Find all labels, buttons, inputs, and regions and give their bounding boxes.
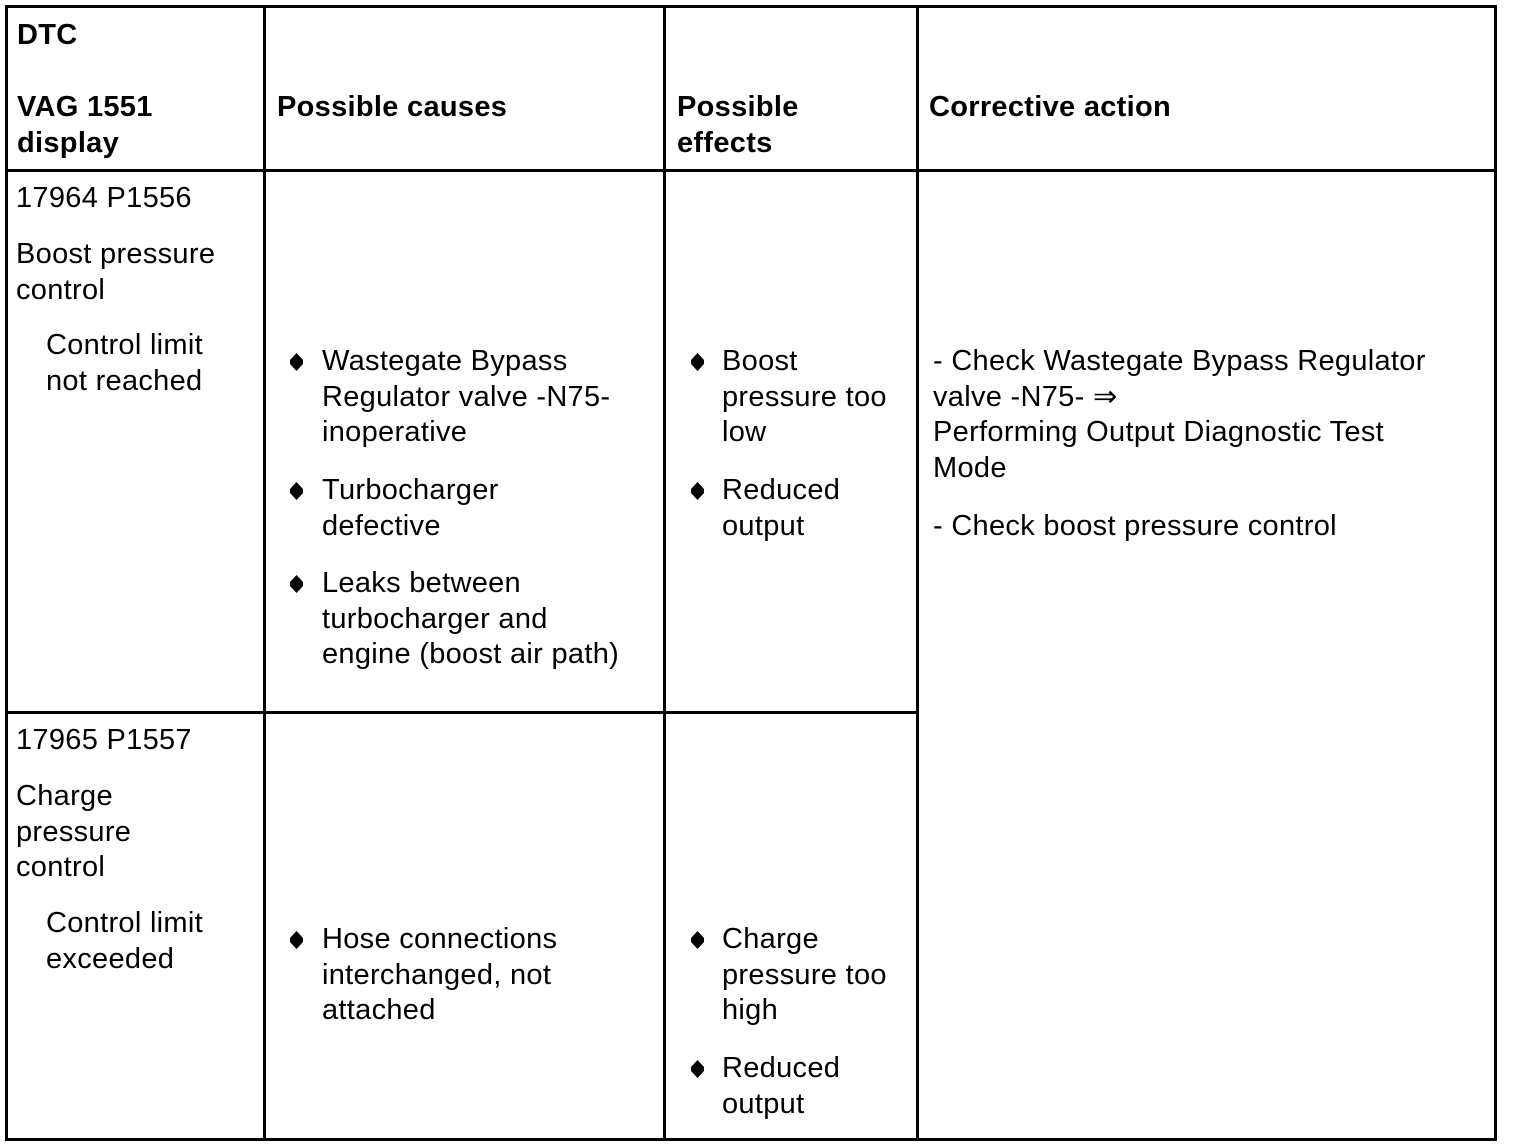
dtc-detail: Control limit exceeded [46, 907, 203, 975]
table-border-left [5, 5, 8, 1141]
header-action: Corrective action [929, 91, 1172, 123]
header-effects: Possible effects [677, 91, 799, 159]
list-item: Boost pressure too low [722, 345, 887, 448]
bullet-icon [290, 931, 303, 949]
column-divider-1 [263, 5, 266, 1141]
list-item: Wastegate Bypass Regulator valve -N75- inoperative [322, 345, 611, 448]
bullet-icon [691, 353, 704, 371]
dtc-name: Boost pressure control [16, 238, 216, 306]
header-divider [5, 169, 1497, 172]
bullet-icon [691, 931, 704, 949]
dtc-code: 17964 P1556 [16, 182, 192, 214]
header-dtc-vag: VAG 1551 [17, 91, 153, 123]
bullet-icon [290, 575, 303, 593]
bullet-icon [290, 482, 303, 500]
list-item: Leaks between turbocharger and engine (boost air path) [322, 567, 620, 670]
header-dtc-display: display [17, 127, 120, 159]
list-item: Reduced output [722, 474, 841, 542]
arrow-right-icon[interactable]: ⇒ [1092, 380, 1118, 413]
corrective-action: - Check Wastegate Bypass Regulator valve -N75- ⇒ Performing Output Diagnostic Test Mode - Check boost pressure control [933, 345, 1426, 542]
dtc-detail: Control limit not reached [46, 329, 203, 397]
bullet-icon [691, 1060, 704, 1078]
dtc-code: 17965 P1557 [16, 724, 192, 756]
header-dtc [17, 17, 153, 161]
bullet-icon [691, 482, 704, 500]
list-item: Charge pressure too high [722, 923, 887, 1026]
table-border-top [5, 5, 1497, 8]
list-item: Hose connections interchanged, not attached [322, 923, 558, 1026]
list-item: Reduced output [722, 1052, 841, 1120]
column-divider-2 [663, 5, 666, 1141]
repair-link[interactable]: valve -N75- ⇒ [933, 380, 1118, 413]
bullet-icon [290, 353, 303, 371]
header-causes: Possible causes [277, 91, 508, 123]
row-divider [5, 711, 919, 714]
table-border-right [1494, 5, 1497, 1141]
column-divider-3 [916, 5, 919, 1141]
list-item: Turbocharger defective [322, 474, 499, 542]
table-border-bottom [5, 1138, 1497, 1141]
dtc-name: Charge pressure control [16, 780, 132, 883]
header-dtc-label: DTC [17, 19, 78, 51]
